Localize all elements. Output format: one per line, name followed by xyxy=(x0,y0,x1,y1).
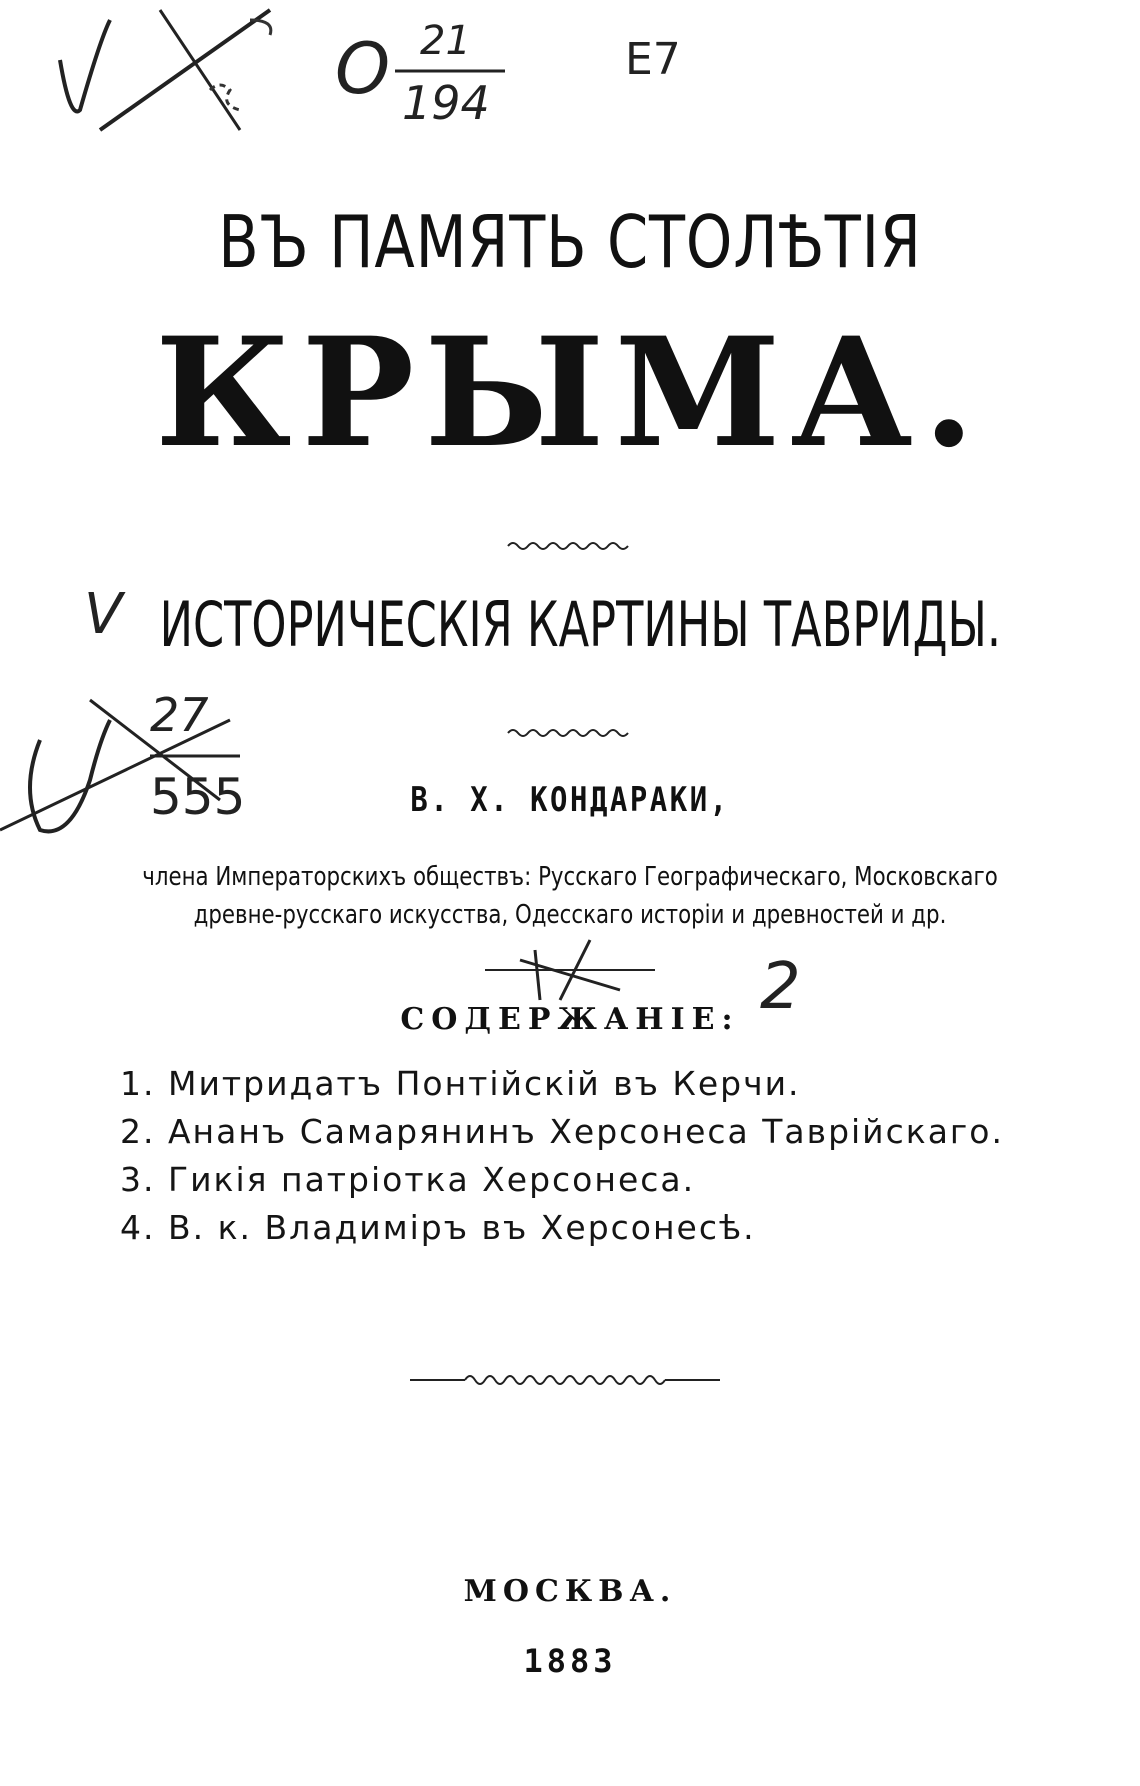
author-membership-line-1: члена Императорскихъ обществъ: Русскаго Географическаго, Московскаго xyxy=(142,862,998,892)
side-call-number-denominator: 555 xyxy=(150,768,246,826)
top-right-shelf-mark: E7 xyxy=(625,34,681,85)
imprint-year: 1883 xyxy=(523,1642,617,1680)
wavy-rule-2 xyxy=(508,727,628,739)
call-number-numerator: 21 xyxy=(420,18,471,64)
call-number-denominator: 194 xyxy=(402,76,490,130)
author-name: В. Х. КОНДАРАКИ, xyxy=(410,780,730,820)
contents-list xyxy=(120,1060,1004,1252)
side-call-number-numerator: 27 xyxy=(150,688,209,742)
wavy-rule-1 xyxy=(508,540,628,552)
main-title: КРЫМА. xyxy=(155,305,985,481)
contents-item-2: 2. Ананъ Самарянинъ Херсонеса Таврійскаго. xyxy=(120,1112,1004,1151)
title-line-1: ВЪ ПАМЯТЬ СТОЛѢТІЯ xyxy=(218,200,922,284)
contents-item-3: 3. Гикія патріотка Херсонеса. xyxy=(120,1160,696,1199)
short-rule-with-cross xyxy=(480,930,660,1010)
author-membership-line-2: древне-русскаго искусства, Одесскаго исторіи и древностей и др. xyxy=(193,900,947,930)
call-number-prefix: O xyxy=(335,28,391,110)
ornamental-rule xyxy=(410,1370,720,1390)
contents-heading: СОДЕРЖАНІЕ: xyxy=(400,1002,740,1037)
contents-item-1: 1. Митридатъ Понтійскій въ Керчи. xyxy=(120,1064,801,1103)
call-number-fraction-line xyxy=(395,68,505,74)
subtitle: ИСТОРИЧЕСКІЯ КАРТИНЫ ТАВРИДЫ. xyxy=(159,588,1002,661)
top-left-cross-mark xyxy=(40,0,300,150)
margin-check-mark: V xyxy=(84,582,123,647)
contents-handwritten-note: 2 xyxy=(760,950,801,1024)
imprint-city: МОСКВА. xyxy=(463,1574,677,1609)
contents-item-4: 4. В. к. Владиміръ въ Херсонесѣ. xyxy=(120,1208,756,1247)
